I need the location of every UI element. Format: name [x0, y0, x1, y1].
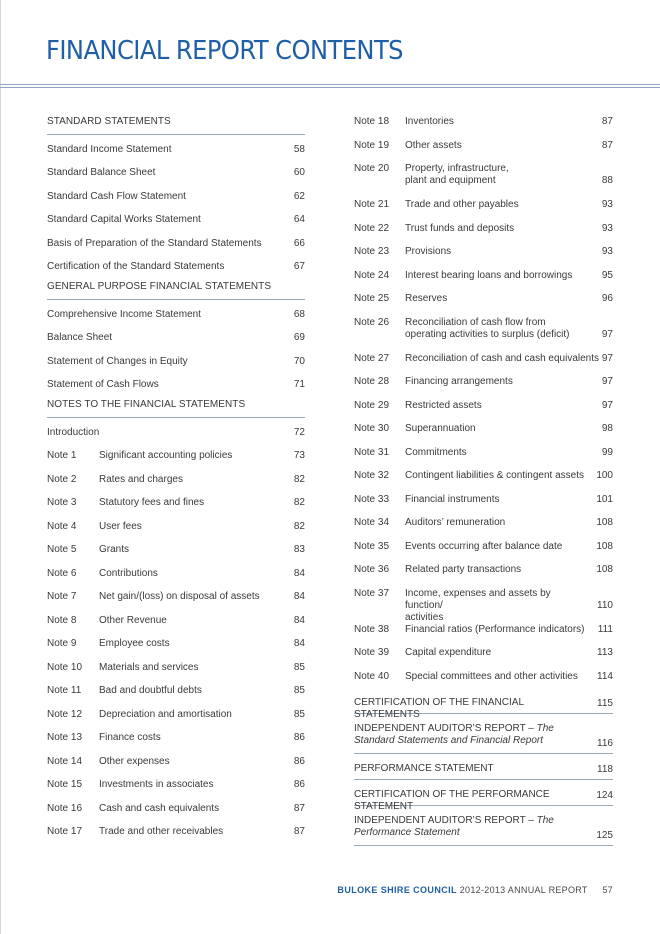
note-title: Other Revenue: [99, 614, 167, 626]
toc-note-entry[interactable]: [47, 635, 305, 659]
toc-note-entry[interactable]: [354, 444, 613, 468]
toc-entry[interactable]: Standard Balance Sheet 60: [47, 167, 305, 178]
note-title: Other assets: [405, 139, 462, 151]
page-number: 101: [596, 493, 613, 505]
toc-entry[interactable]: Comprehensive Income Statement 68: [47, 308, 305, 320]
toc-note-entry[interactable]: [354, 561, 613, 585]
toc-note-entry[interactable]: [47, 518, 305, 542]
page-number: 108: [596, 517, 613, 528]
page-number: 95: [601, 269, 613, 281]
note-title: Contributions: [99, 567, 158, 579]
note-number: Note 20: [354, 163, 390, 174]
note-number: Note 35: [354, 540, 390, 552]
page-number: 85: [293, 685, 305, 696]
page-number: 84: [293, 591, 305, 602]
note-title: Financing arrangements: [405, 376, 513, 387]
page-number: 97: [601, 399, 613, 411]
page-number: 99: [601, 446, 613, 458]
page-number: 96: [601, 293, 613, 304]
toc-section-entry[interactable]: CERTIFICATION OF THE PERFORMANCE STATEMENT 124: [354, 785, 613, 806]
toc-note-entry[interactable]: [354, 373, 613, 397]
page-number: 87: [601, 139, 613, 151]
note-title: Restricted assets: [405, 399, 482, 411]
note-number: Note 26: [354, 316, 390, 328]
note-title: Trade and other payables: [405, 199, 519, 210]
toc-note-entry[interactable]: [354, 644, 613, 668]
header-rule-bottom: [0, 87, 660, 88]
toc-section-entry[interactable]: PERFORMANCE STATEMENT 118: [354, 759, 613, 780]
page-number: 87: [601, 116, 613, 127]
page-number: 87: [293, 826, 305, 837]
toc-note-entry[interactable]: [354, 420, 613, 444]
toc-entry[interactable]: Statement of Changes in Equity 70: [47, 355, 305, 367]
page-number: 118: [597, 764, 613, 775]
toc-note-entry[interactable]: [47, 471, 305, 495]
page-number: 86: [293, 755, 305, 767]
note-title: Interest bearing loans and borrowings: [405, 269, 573, 281]
page-number: 93: [601, 199, 613, 210]
toc-note-entry[interactable]: [354, 350, 613, 374]
section-heading-notes: NOTES TO THE FINANCIAL STATEMENTS: [47, 396, 305, 418]
note-number: Note 19: [354, 139, 390, 151]
note-number: Note 15: [47, 779, 83, 790]
note-number: Note 28: [354, 376, 390, 387]
note-title: Significant accounting policies: [99, 450, 233, 461]
note-number: Note 29: [354, 399, 390, 411]
page-number: 84: [293, 614, 305, 626]
note-number: Note 1: [47, 450, 77, 461]
toc-note-entry[interactable]: [47, 588, 305, 612]
note-number: Note 33: [354, 493, 390, 505]
toc-note-entry[interactable]: [354, 397, 613, 421]
toc-note-entry[interactable]: [354, 243, 613, 267]
toc-entry[interactable]: Standard Income Statement 58: [47, 143, 305, 155]
note-title: Commitments: [405, 446, 467, 458]
header-rule-top: [0, 84, 660, 85]
toc-note-entry[interactable]: [354, 514, 613, 538]
toc-note-entry[interactable]: [354, 137, 613, 161]
note-title: Contingent liabilities & contingent assets: [405, 470, 584, 481]
page-number: 86: [293, 732, 305, 743]
note-number: Note 9: [47, 638, 77, 649]
page-number: 86: [293, 779, 305, 790]
note-number: Note 24: [354, 269, 390, 281]
note-number: Note 8: [47, 614, 77, 626]
note-number: Note 27: [354, 352, 390, 364]
page-number: 113: [597, 647, 613, 658]
note-number: Note 34: [354, 517, 390, 528]
note-title: Events occurring after balance date: [405, 540, 563, 552]
toc-note-entry[interactable]: [47, 682, 305, 706]
toc-note-entry[interactable]: [47, 447, 305, 471]
note-title: Employee costs: [99, 638, 170, 649]
note-number: Note 21: [354, 199, 390, 210]
page-number: 98: [601, 423, 613, 434]
toc-note-entry[interactable]: [354, 467, 613, 491]
toc-note-entry[interactable]: [354, 585, 613, 621]
page-number: 97: [601, 328, 613, 340]
toc-note-entry[interactable]: [354, 314, 613, 350]
note-title: Reconciliation of cash flow from operating activities to surplus (deficit): [405, 316, 570, 340]
page-number: 124: [596, 790, 613, 801]
toc-note-entry[interactable]: [47, 706, 305, 730]
note-number: Note 6: [47, 567, 77, 579]
toc-note-entry[interactable]: [47, 753, 305, 777]
note-number: Note 10: [47, 661, 83, 673]
note-number: Note 13: [47, 732, 83, 743]
note-title: Financial ratios (Performance indicators): [405, 623, 585, 635]
toc-entry[interactable]: Certification of the Standard Statements 67: [47, 261, 305, 272]
page-number: 87: [293, 802, 305, 814]
toc-entry[interactable]: Statement of Cash Flows 71: [47, 379, 305, 390]
note-title: Rates and charges: [99, 473, 183, 485]
toc-note-entry[interactable]: [47, 823, 305, 847]
toc-note-entry[interactable]: [47, 776, 305, 800]
note-number: Note 12: [47, 708, 83, 720]
note-title: Finance costs: [99, 732, 161, 743]
note-title: Capital expenditure: [405, 647, 492, 658]
toc-note-entry[interactable]: [354, 290, 613, 314]
toc-entry[interactable]: Basis of Preparation of the Standard Statements 66: [47, 237, 305, 249]
note-title: Property, infrastructure, plant and equipment: [405, 163, 509, 186]
page-number: 82: [293, 497, 305, 508]
note-title: Income, expenses and assets by function/ activities: [405, 587, 551, 623]
note-title: Investments in associates: [99, 779, 214, 790]
note-number: Note 31: [354, 446, 390, 458]
note-title: Special committees and other activities: [405, 670, 578, 682]
note-number: Note 25: [354, 293, 390, 304]
page-number: 100: [596, 470, 613, 481]
note-title: Related party transactions: [405, 564, 522, 575]
toc-section-entry[interactable]: INDEPENDENT AUDITOR’S REPORT – The Standard Statements and Financial Report 116: [354, 719, 613, 754]
toc-note-entry[interactable]: [47, 565, 305, 589]
note-title: Reconciliation of cash and cash equivalents: [405, 352, 600, 364]
note-number: Note 23: [354, 246, 390, 257]
section-heading-standard-statements: STANDARD STATEMENTS: [47, 113, 305, 135]
toc-note-entry[interactable]: [354, 113, 613, 137]
note-number: Note 39: [354, 647, 390, 658]
toc-section-entry[interactable]: CERTIFICATION OF THE FINANCIAL STATEMENTS 115: [354, 693, 613, 714]
note-number: Note 18: [354, 116, 390, 127]
page-number: 97: [601, 352, 613, 364]
contents-left-column: [47, 113, 305, 847]
footer-page-number: 57: [602, 885, 613, 895]
note-number: Note 2: [47, 473, 77, 485]
note-title: Bad and doubtful debts: [99, 685, 202, 696]
page-number: 108: [596, 540, 613, 552]
note-title: Provisions: [405, 246, 452, 257]
page-number: 97: [601, 376, 613, 387]
toc-note-entry[interactable]: [354, 668, 613, 692]
page-number: 108: [596, 564, 613, 575]
note-title: Materials and services: [99, 661, 199, 673]
page-number: 82: [293, 473, 305, 485]
note-number: Note 36: [354, 564, 390, 575]
note-title: User fees: [99, 520, 142, 532]
page-number: 85: [293, 708, 305, 720]
note-title: Other expenses: [99, 755, 170, 767]
note-title: Reserves: [405, 293, 448, 304]
note-number: Note 14: [47, 755, 83, 767]
note-number: Note 22: [354, 222, 390, 234]
toc-note-entry[interactable]: [47, 659, 305, 683]
note-title: Grants: [99, 544, 130, 555]
page-number: 110: [597, 599, 613, 611]
note-title: Superannuation: [405, 423, 476, 434]
note-number: Note 37: [354, 587, 390, 599]
toc-note-entry[interactable]: [47, 541, 305, 565]
note-number: Note 40: [354, 670, 390, 682]
note-title: Auditors’ remuneration: [405, 517, 506, 528]
note-title: Depreciation and amortisation: [99, 708, 232, 720]
page-number: 125: [596, 830, 613, 841]
note-number: Note 32: [354, 470, 390, 481]
toc-note-entry[interactable]: [354, 196, 613, 220]
page-number: 88: [601, 175, 613, 186]
note-number: Note 17: [47, 826, 83, 837]
note-title: Trust funds and deposits: [405, 222, 515, 234]
toc-entry-introduction[interactable]: Introduction 72: [47, 426, 305, 438]
page-number: 114: [597, 670, 613, 682]
page-number: 85: [293, 661, 305, 673]
page-number: 111: [597, 623, 613, 635]
toc-note-entry[interactable]: [354, 267, 613, 291]
page-number: 93: [601, 222, 613, 234]
page-number: 73: [293, 450, 305, 461]
page-number: 84: [293, 567, 305, 579]
section-heading-general-purpose: GENERAL PURPOSE FINANCIAL STATEMENTS: [47, 278, 305, 300]
page-number: 84: [293, 638, 305, 649]
page-number: 83: [293, 544, 305, 555]
toc-note-entry[interactable]: [47, 494, 305, 518]
note-title: Net gain/(loss) on disposal of assets: [99, 591, 260, 602]
toc-entry[interactable]: Balance Sheet 69: [47, 332, 305, 343]
note-number: Note 3: [47, 497, 77, 508]
toc-note-entry[interactable]: [47, 729, 305, 753]
note-number: Note 30: [354, 423, 390, 434]
note-number: Note 38: [354, 623, 390, 635]
contents-right-column: [354, 113, 613, 851]
footer-organization: BULOKE SHIRE COUNCIL: [337, 885, 457, 895]
toc-note-entry[interactable]: [354, 160, 613, 196]
note-title: Cash and cash equivalents: [99, 802, 220, 814]
note-number: Note 16: [47, 802, 83, 814]
footer-report-title: 2012-2013 ANNUAL REPORT: [459, 885, 588, 895]
note-number: Note 7: [47, 591, 77, 602]
note-number: Note 5: [47, 544, 77, 555]
toc-entry[interactable]: Standard Cash Flow Statement 62: [47, 190, 305, 202]
note-title: Statutory fees and fines: [99, 497, 205, 508]
toc-entry[interactable]: Standard Capital Works Statement 64: [47, 214, 305, 225]
note-number: Note 11: [47, 685, 82, 696]
note-number: Note 4: [47, 520, 77, 532]
page-number: 82: [293, 520, 305, 532]
toc-note-entry[interactable]: [354, 621, 613, 645]
page-footer: [0, 885, 613, 895]
page-edge: [0, 0, 1, 934]
note-title: Inventories: [405, 116, 454, 127]
note-title: Financial instruments: [405, 493, 500, 505]
note-title: Trade and other receivables: [99, 826, 224, 837]
toc-section-entry[interactable]: INDEPENDENT AUDITOR’S REPORT – The Performance Statement 125: [354, 811, 613, 846]
toc-note-entry[interactable]: [47, 800, 305, 824]
page-title: FINANCIAL REPORT CONTENTS: [46, 36, 403, 66]
toc-note-entry[interactable]: [354, 220, 613, 244]
toc-note-entry[interactable]: [354, 538, 613, 562]
page-number: 93: [601, 246, 613, 257]
toc-note-entry[interactable]: [47, 612, 305, 636]
toc-note-entry[interactable]: [354, 491, 613, 515]
page-number: 116: [597, 738, 613, 749]
page-number: 115: [597, 698, 613, 709]
